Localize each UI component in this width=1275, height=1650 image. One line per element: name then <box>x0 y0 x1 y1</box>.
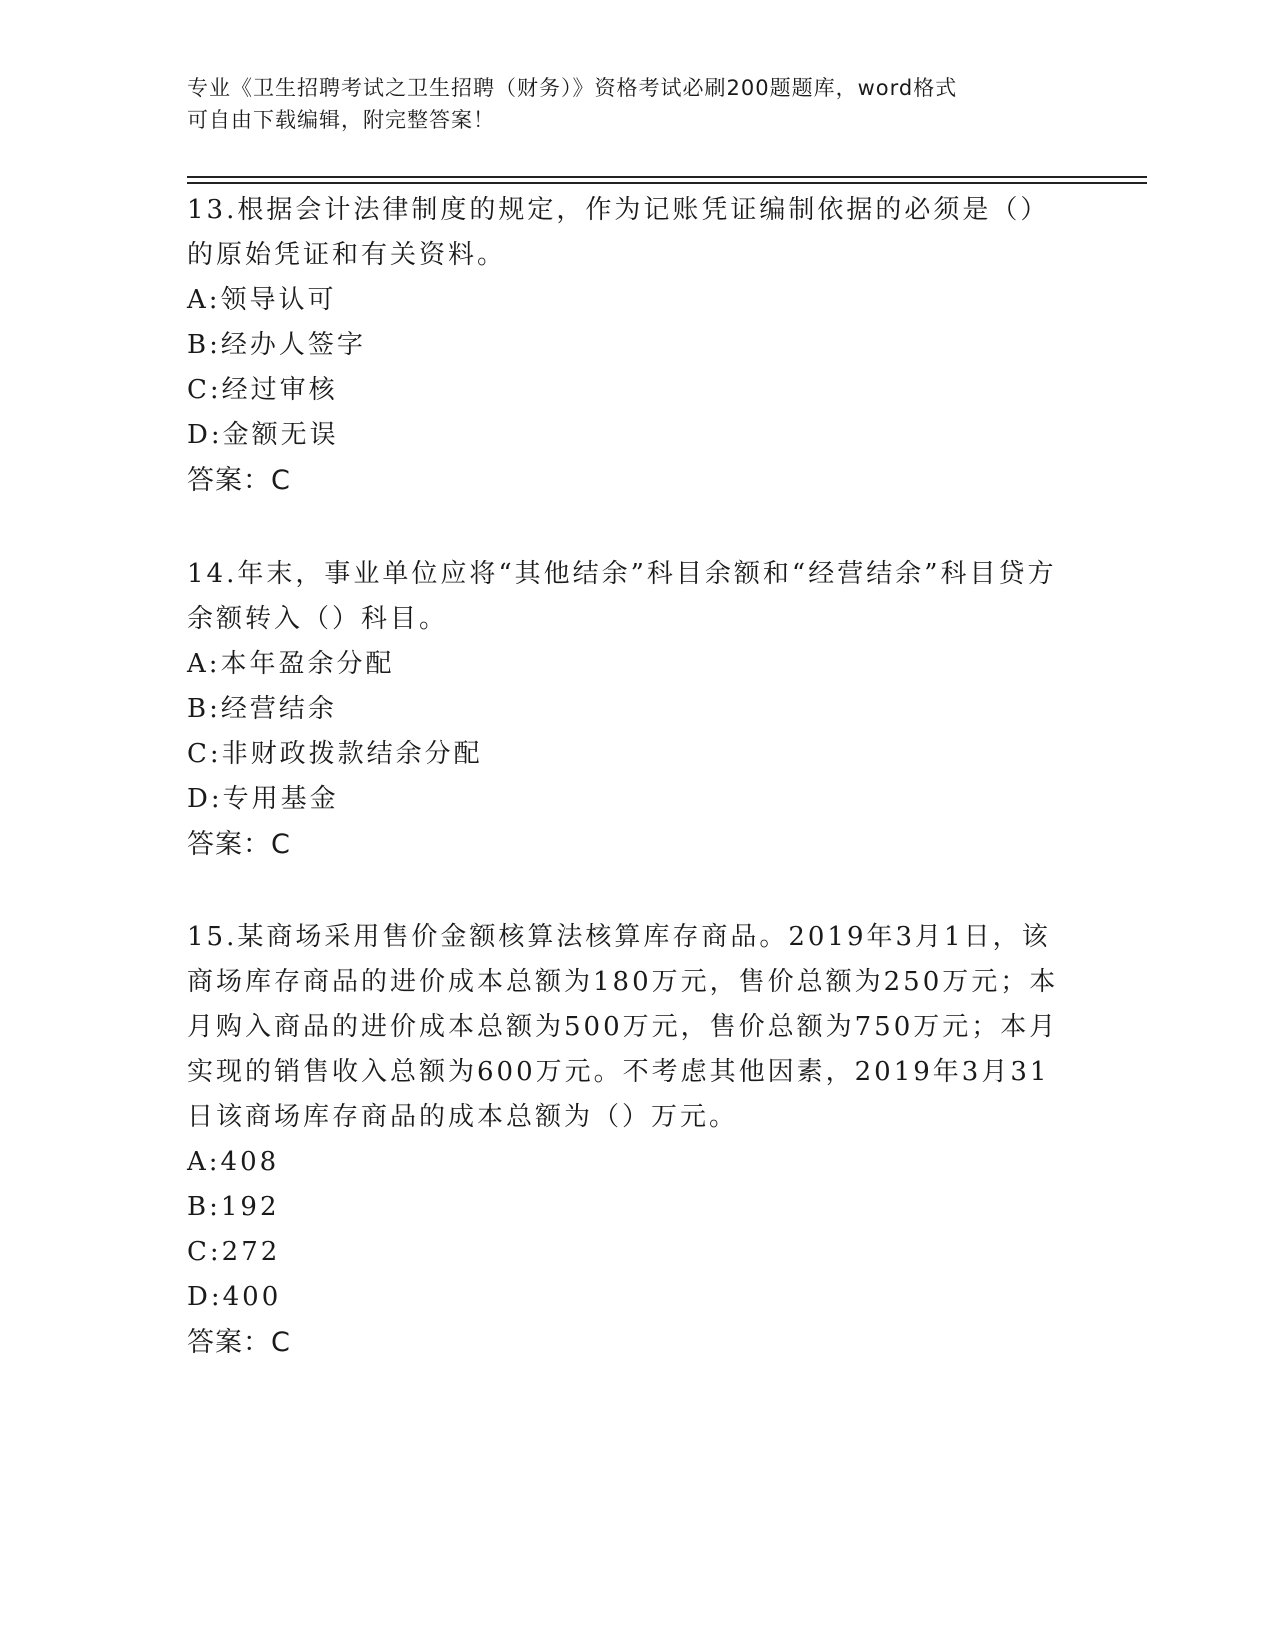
option-c: C:非财政拨款结余分配 <box>187 739 483 769</box>
option-d: D:专用基金 <box>187 784 339 814</box>
header-divider-bottom <box>187 182 1147 184</box>
question-stem: 14.年末，事业单位应将“其他结余”科目余额和“经营结余”科目贷方余额转入（）科目。 <box>187 559 1057 634</box>
question-15 <box>187 915 1077 1365</box>
option-b: B:经办人签字 <box>187 330 366 360</box>
question-stem: 13.根据会计法律制度的规定，作为记账凭证编制依据的必须是（）的原始凭证和有关资料。 <box>187 195 1050 270</box>
option-a: A:领导认可 <box>187 285 337 315</box>
question-13 <box>187 188 1077 503</box>
answer-line: 答案：C <box>187 829 291 860</box>
question-stem: 15.某商场采用售价金额核算法核算库存商品。2019年3月1日，该商场库存商品的进价成本总额为180万元，售价总额为250万元；本月购入商品的进价成本总额为500万元，售价总额为750万元；本月实现的销售收入总额为600万元。不考虑其他因素，2019年3月31日该商场库存商品的成本总额为（）万元。 <box>187 922 1059 1132</box>
answer-line: 答案：C <box>187 465 291 496</box>
option-b: B:192 <box>187 1192 280 1222</box>
header-divider-top <box>187 176 1147 178</box>
answer-line: 答案：C <box>187 1327 291 1358</box>
header-line-1: 专业《卫生招聘考试之卫生招聘（财务）》资格考试必刷200题题库，word格式 <box>187 76 958 100</box>
option-c: C:272 <box>187 1237 281 1267</box>
option-a: A:本年盈余分配 <box>187 649 395 679</box>
option-b: B:经营结余 <box>187 694 337 724</box>
question-14 <box>187 552 1077 867</box>
document-header <box>187 72 1067 136</box>
option-d: D:金额无误 <box>187 420 339 450</box>
option-c: C:经过审核 <box>187 375 338 405</box>
header-line-2: 可自由下载编辑，附完整答案！ <box>187 108 495 132</box>
option-a: A:408 <box>187 1147 280 1177</box>
option-d: D:400 <box>187 1282 282 1312</box>
